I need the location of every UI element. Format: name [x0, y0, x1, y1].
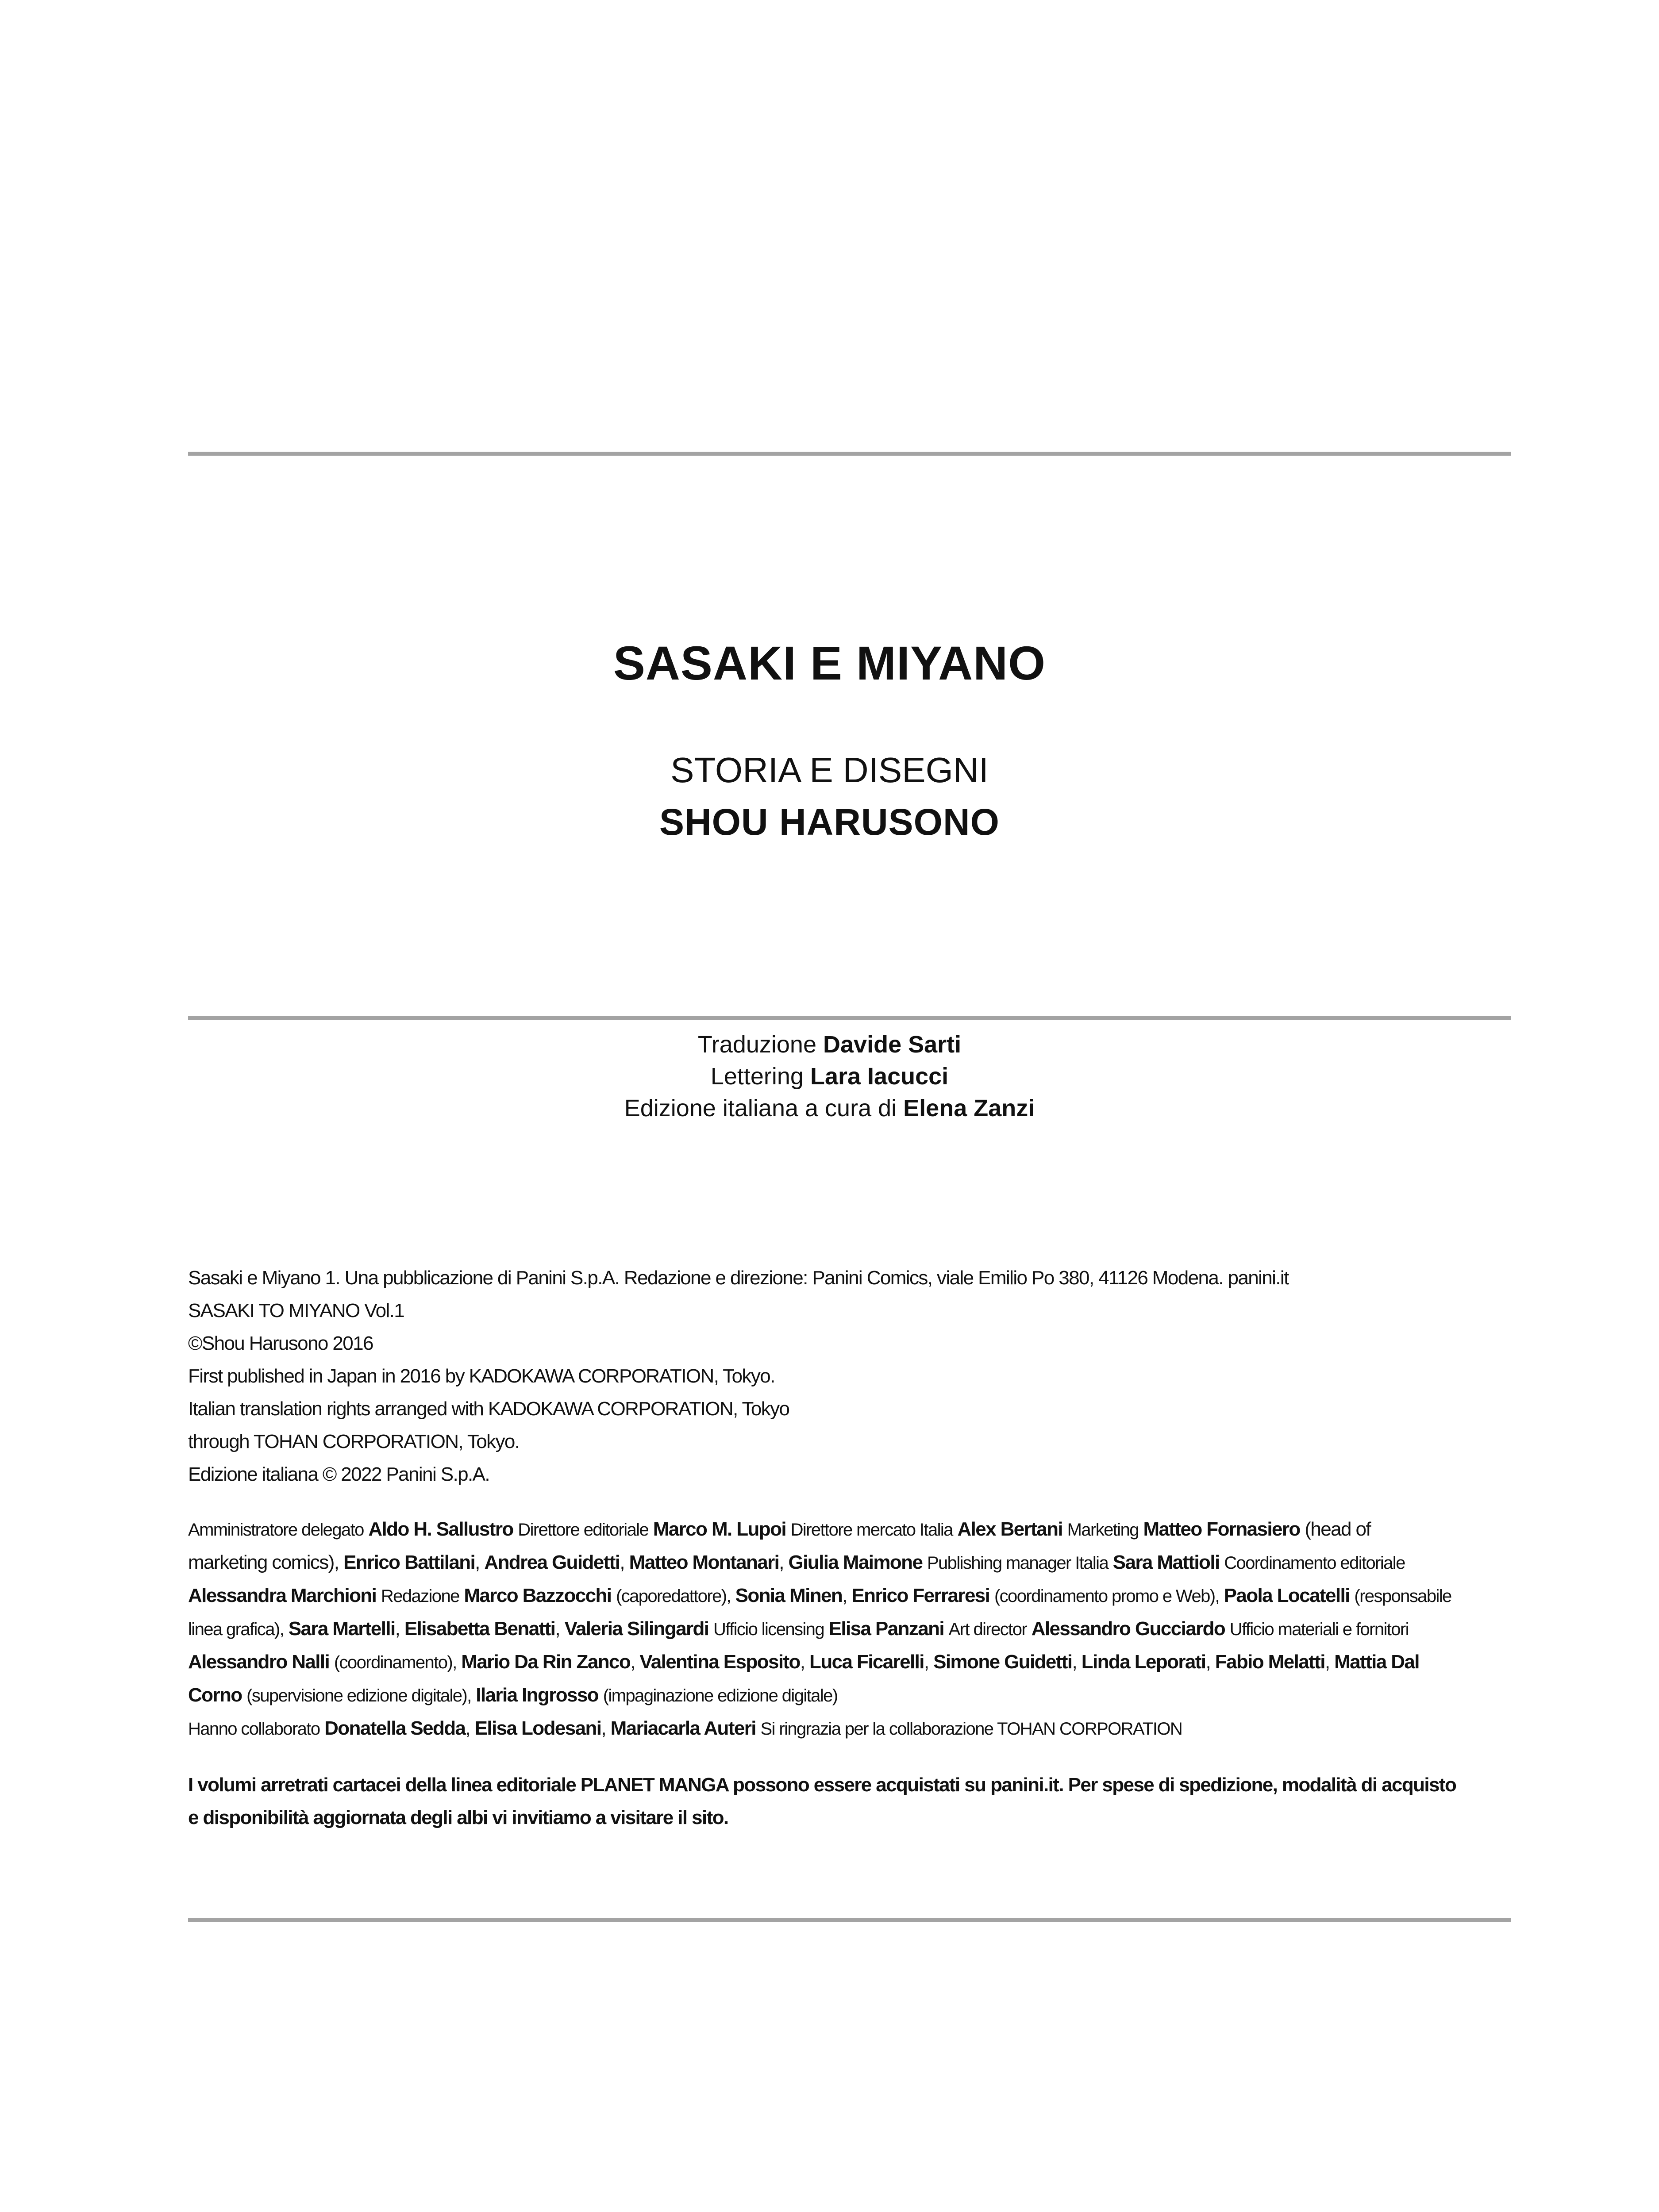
copyright-line: SASAKI TO MIYANO Vol.1	[188, 1300, 404, 1321]
staff-role: Redazione	[381, 1586, 459, 1606]
staff-name: Elisa Panzani	[828, 1618, 944, 1640]
staff-name: Sara Mattioli	[1112, 1551, 1220, 1573]
edition-credit	[0, 1094, 1659, 1122]
staff-name: Marco M. Lupoi	[653, 1518, 786, 1540]
staff-name: Alessandro Gucciardo	[1031, 1618, 1225, 1640]
staff-name: Marco Bazzocchi	[464, 1585, 612, 1606]
staff-name: Alessandro Nalli	[188, 1651, 330, 1673]
staff-line	[188, 1513, 1511, 1546]
staff-credits	[188, 1513, 1511, 1745]
staff-name: Valeria Silingardi	[564, 1618, 709, 1640]
staff-line: linea grafica), Sara Martelli, Elisabetta Benatti, Valeria Silingardi Ufficio licensing Elisa Panzani Art director Alessandro Gucciardo Ufficio materiali e fornitori	[188, 1618, 1409, 1640]
staff-name: Ilaria Ingrosso	[476, 1684, 599, 1706]
copyright-block	[188, 1262, 1511, 1491]
edition-label: Edizione italiana a cura di	[624, 1095, 897, 1121]
staff-name: Matteo Fornasiero	[1143, 1518, 1300, 1540]
copyright-line: ©Shou Harusono 2016	[188, 1333, 373, 1354]
staff-role: Ufficio licensing	[713, 1620, 824, 1639]
staff-line: Hanno collaborato Donatella Sedda, Elisa Lodesani, Mariacarla Auteri Si ringrazia per la collaborazione TOHAN CORPORATION	[188, 1717, 1182, 1739]
staff-role: (coordinamento promo e Web),	[994, 1586, 1219, 1606]
staff-name: Andrea Guidetti	[484, 1551, 620, 1573]
staff-name: Enrico Battilani	[343, 1551, 475, 1573]
staff-role: linea grafica),	[188, 1620, 284, 1639]
staff-name: Sara Martelli	[288, 1618, 395, 1640]
staff-line: Alessandro Nalli (coordinamento), Mario Da Rin Zanco, Valentina Esposito, Luca Ficarelli, Simone Guidetti, Linda Leporati, Fabio Melatti, Mattia Dal	[188, 1651, 1419, 1673]
staff-line: Alessandra Marchioni Redazione Marco Bazzocchi (caporedattore), Sonia Minen, Enrico Ferraresi (coordinamento promo e Web), Paola Locatelli (responsabile	[188, 1585, 1451, 1606]
middle-divider	[188, 1016, 1511, 1020]
staff-line: marketing comics), Enrico Battilani, Andrea Guidetti, Matteo Montanari, Giulia Maimone Publishing manager Italia Sara Mattioli Coordinamento editoriale	[188, 1551, 1405, 1573]
staff-name: Mariacarla Auteri	[610, 1717, 756, 1739]
staff-name: Simone Guidetti	[933, 1651, 1072, 1673]
lettering-credit	[0, 1063, 1659, 1090]
top-divider	[188, 452, 1511, 456]
staff-name: Aldo H. Sallustro	[368, 1518, 513, 1540]
staff-role: Art director	[948, 1620, 1027, 1639]
bottom-divider	[188, 1918, 1511, 1922]
staff-name: Corno	[188, 1684, 242, 1706]
staff-name: Donatella Sedda	[324, 1717, 466, 1739]
editor-name: Elena Zanzi	[903, 1095, 1035, 1121]
staff-role: (coordinamento),	[334, 1653, 457, 1672]
staff-role: Publishing manager Italia	[927, 1553, 1109, 1573]
staff-role: (caporedattore),	[616, 1586, 731, 1606]
staff-role: (head of	[1305, 1518, 1370, 1540]
copyright-line: Sasaki e Miyano 1. Una pubblicazione di Panini S.p.A. Redazione e direzione: Panini Comics, viale Emilio Po 380, 41126 Modena. panini.it	[188, 1267, 1289, 1289]
staff-role: Marketing	[1067, 1520, 1139, 1540]
staff-role: Direttore mercato Italia	[790, 1520, 953, 1540]
staff-name: Paola Locatelli	[1224, 1585, 1350, 1606]
staff-name: Alessandra Marchioni	[188, 1585, 377, 1606]
staff-name: Alex Bertani	[957, 1518, 1063, 1540]
staff-role: Si ringrazia per la collaborazione TOHAN CORPORATION	[760, 1719, 1182, 1739]
translation-label: Traduzione	[697, 1031, 816, 1058]
staff-name: Elisa Lodesani	[474, 1717, 601, 1739]
staff-line	[188, 1679, 1511, 1712]
story-and-art-label: STORIA E DISEGNI	[670, 750, 989, 790]
staff-name: Luca Ficarelli	[809, 1651, 924, 1673]
staff-name: Linda Leporati	[1081, 1651, 1206, 1673]
copyright-line: First published in Japan in 2016 by KADOKAWA CORPORATION, Tokyo.	[188, 1365, 775, 1387]
staff-role: Amministratore delegato	[188, 1520, 364, 1540]
letterer-name: Lara Iacucci	[810, 1063, 949, 1090]
staff-name: Sonia Minen	[735, 1585, 843, 1606]
staff-role: Hanno collaborato	[188, 1719, 320, 1739]
copyright-line: Italian translation rights arranged with KADOKAWA CORPORATION, Tokyo	[188, 1398, 789, 1420]
notice-line: I volumi arretrati cartacei della linea editoriale PLANET MANGA possono essere acquistati su panini.it. Per spese di spedizione, modalità di acquisto	[188, 1774, 1456, 1796]
staff-role: (responsabile	[1354, 1586, 1451, 1606]
staff-name: Enrico Ferraresi	[851, 1585, 990, 1606]
back-issues-notice	[188, 1769, 1511, 1834]
staff-name: Fabio Melatti	[1215, 1651, 1325, 1673]
copyright-line: Edizione italiana © 2022 Panini S.p.A.	[188, 1463, 489, 1485]
staff-name: Mario Da Rin Zanco	[461, 1651, 631, 1673]
lettering-label: Lettering	[710, 1063, 804, 1090]
staff-role: marketing comics),	[188, 1551, 339, 1573]
staff-name: Giulia Maimone	[788, 1551, 923, 1573]
book-title: SASAKI E MIYANO	[613, 636, 1046, 690]
translator-name: Davide Sarti	[823, 1031, 962, 1058]
author-name: SHOU HARUSONO	[659, 801, 1000, 843]
staff-role: (supervisione edizione digitale),	[246, 1686, 471, 1705]
translation-credit	[0, 1031, 1659, 1058]
staff-name: Matteo Montanari	[629, 1551, 779, 1573]
staff-role: (impaginazione edizione digitale)	[603, 1686, 838, 1705]
staff-role: Ufficio materiali e fornitori	[1229, 1620, 1409, 1639]
staff-role: Coordinamento editoriale	[1224, 1553, 1405, 1573]
staff-role: Direttore editoriale	[518, 1520, 649, 1540]
notice-line: e disponibilità aggiornata degli albi vi invitiamo a visitare il sito.	[188, 1807, 728, 1828]
staff-name: Elisabetta Benatti	[404, 1618, 555, 1640]
copyright-line: through TOHAN CORPORATION, Tokyo.	[188, 1431, 520, 1452]
staff-name: Mattia Dal	[1334, 1651, 1419, 1673]
staff-name: Valentina Esposito	[639, 1651, 800, 1673]
